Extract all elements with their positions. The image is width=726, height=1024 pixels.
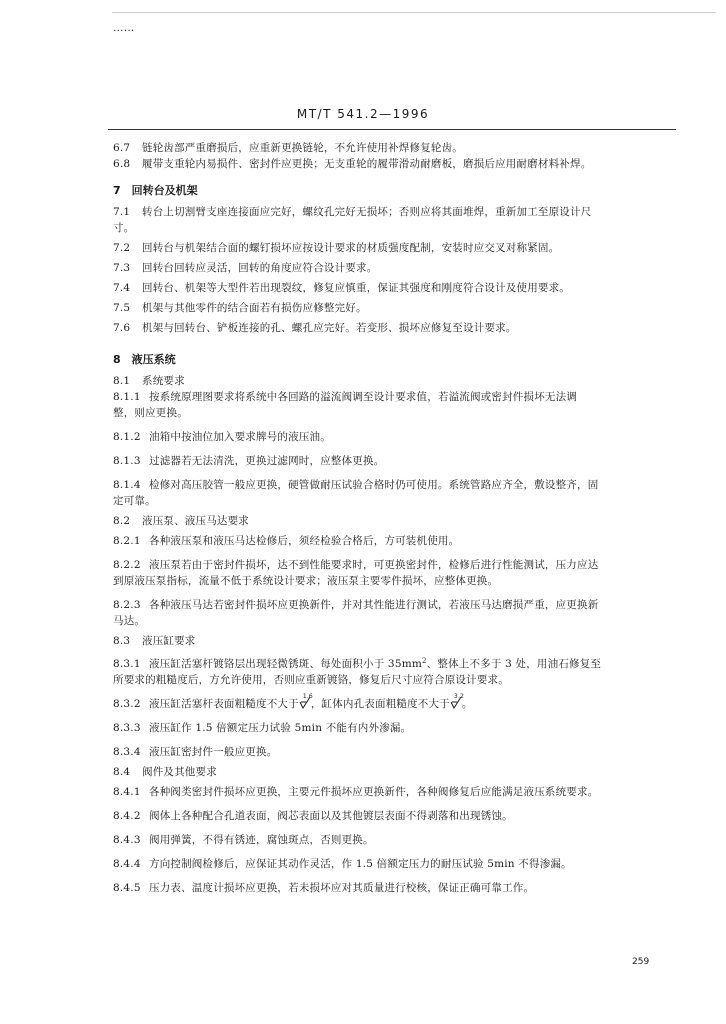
clause-8-3-2 [113,693,673,712]
clause-8-2-2 [113,557,673,573]
clause-number: 8.4 [113,766,131,778]
clause-number: 8.1.3 [113,455,141,467]
clause-text: 回转台回转应灵活，回转的角度应符合设计要求。 [142,262,378,274]
clause-text: 机架与其他零件的结合面若有损伤应修整完好。 [142,302,367,314]
clause-8-2-3-continuation: 马达。 [113,615,146,627]
page-number: 259 [632,957,650,967]
top-fragment-text: …… [113,22,135,34]
clause-number: 8.3.4 [113,746,141,758]
clause-text: 液压缸作 1.5 倍额定压力试验 5min 不能有内外渗漏。 [149,722,412,734]
clause-text: 方向控制阀检修后，应保证其动作灵活，作 1.5 倍额定压力的耐压试验 5min 不得渗漏。 [149,858,572,870]
clause-text: 机架与回转台、铲板连接的孔、螺孔应完好。若变形、损坏应修复至设计要求。 [142,322,517,334]
clause-number: 7.4 [113,282,131,294]
clause-text: 油箱中按油位加入要求牌号的液压油。 [149,431,331,443]
clause-number: 8.4.2 [113,810,141,822]
clause-number: 8.1.4 [113,479,141,491]
clause-number: 6.7 [113,142,131,154]
clause-7-2 [113,240,673,256]
roughness-symbol-icon [299,693,313,709]
clause-8-4-1 [113,784,673,800]
clause-number: 8.4.1 [113,786,141,798]
roughness-value: 1.6 [302,693,313,700]
clause-text: 压力表、温度计损坏应更换，若未损坏应对其质量进行校核，保证正确可靠工作。 [149,882,535,894]
clause-7-1-continuation: 寸。 [113,222,135,234]
clause-text: 各种液压马达若密封件损坏应更换新件，并对其性能进行测试，若液压马达磨损严重，应更换新 [149,599,599,611]
clause-8-4 [113,764,673,780]
page-header-standard-code: MT/T 541.2—1996 [296,107,430,121]
clause-8-3-3 [113,720,673,736]
clause-6-8 [113,156,673,172]
clause-8-1-4 [113,477,673,493]
clause-8-2-1 [113,533,673,549]
clause-8-1-1-continuation: 整，则应更换。 [113,407,188,419]
clause-number: 8.3.1 [113,658,141,670]
clause-text: 检修对高压胶管一般应更换，硬管做耐压试验合格时仍可使用。系统管路应齐全，敷设整齐，固 [149,479,599,491]
roughness-symbol-icon [450,693,465,709]
clause-number: 8.1 [113,375,131,387]
clause-8-2 [113,513,673,529]
clause-text: 阀体上各种配合孔道表面，阀芯表面以及其他镀层表面不得剥落和出现锈蚀。 [149,810,513,822]
section-7-heading: 7 回转台及机架 [113,184,198,197]
clause-8-1 [113,373,673,389]
clause-text: 各种阀类密封件损坏应更换，主要元件损坏应更换新件，各种阀修复后应能满足液压系统要求。 [149,786,599,798]
clause-text-part: 、整体上不多于 3 处，用油石修复至 [426,658,602,670]
clause-text-part: 液压缸活塞杆表面粗糙度不大于 [149,698,299,710]
clause-number: 8.3 [113,635,131,647]
clause-text: 阀用弹簧，不得有锈迹，腐蚀斑点，否则更换。 [149,834,374,846]
document-body [113,140,673,896]
clause-title: 液压缸要求 [142,635,196,647]
clause-number: 8.4.5 [113,882,141,894]
clause-text: 履带支重轮内易损件、密封件应更换；无支重轮的履带滑动耐磨板，磨损后应用耐磨材料补焊。 [142,158,592,170]
clause-number: 6.8 [113,158,131,170]
clause-text: 回转台、机架等大型件若出现裂纹，修复应慎重，保证其强度和刚度符合设计及使用要求。 [142,282,570,294]
clause-8-1-1 [113,389,673,405]
roughness-value: 3.2 [453,693,465,700]
clause-8-1-2 [113,429,673,445]
superscript-2: 2 [422,657,427,665]
clause-number: 7.3 [113,262,131,274]
clause-number: 8.2.3 [113,599,141,611]
clause-8-1-4-continuation: 定可靠。 [113,495,156,507]
clause-8-1-3 [113,453,673,469]
clause-8-3-1 [113,653,673,672]
clause-8-4-2 [113,808,673,824]
section-8-heading: 8 液压系统 [113,353,176,366]
clause-title: 阀件及其他要求 [142,766,217,778]
clause-number: 8.1.1 [113,391,141,403]
clause-text: 液压缸密封件一般应更换。 [149,746,278,758]
clause-text: 链轮齿部严重磨损后，应重新更换链轮，不允许使用补焊修复轮齿。 [142,142,463,154]
clause-text-part: 液压缸活塞杆镀铬层出现轻微锈斑、每处面积小于 35mm [149,658,423,670]
clause-number: 8.4.3 [113,834,141,846]
clause-number: 8.4.4 [113,858,141,870]
clause-text: 按系统原理图要求将系统中各回路的溢流阀调至设计要求值，若溢流阀或密封件损坏无法调 [149,391,577,403]
clause-number: 8.2.1 [113,535,141,547]
clause-number: 7.5 [113,302,131,314]
clause-7-1 [113,204,673,220]
clause-title: 液压泵、液压马达要求 [142,515,249,527]
clause-number: 7.1 [113,206,131,218]
clause-7-6 [113,320,673,336]
clause-number: 7.2 [113,242,131,254]
clause-6-7 [113,140,673,156]
clause-number: 7.6 [113,322,131,334]
clause-number: 8.2.2 [113,559,141,571]
clause-text: 各种液压泵和液压马达检修后，须经检验合格后，方可装机使用。 [149,535,460,547]
clause-text: 转台上切割臂支座连接面应完好，螺纹孔完好无损坏；否则应将其面堆焊，重新加工至原设计尺 [142,206,592,218]
page-top-edge-line [112,12,716,13]
clause-8-3 [113,633,673,649]
clause-8-4-5 [113,880,673,896]
clause-8-4-4 [113,856,673,872]
clause-8-3-1-continuation: 所要求的粗糙度后，方允许使用，否则应重新镀铬，修复后尺寸应符合原设计要求。 [113,674,509,686]
clause-7-4 [113,280,673,296]
clause-number: 8.1.2 [113,431,141,443]
clause-text: 过滤器若无法清洗，更换过滤网时，应整体更换。 [149,455,385,467]
clause-8-2-2-continuation: 到原液压泵指标，流量不低于系统设计要求；液压泵主要零件损坏，应整体更换。 [113,575,499,587]
header-rule [108,129,676,130]
clause-text-part: ，缸体内孔表面粗糙度不大于 [310,698,450,710]
clause-title: 系统要求 [142,375,185,387]
clause-text: 液压泵若由于密封件损坏，达不到性能要求时，可更换密封件，检修后进行性能测试，压力应达 [149,559,599,571]
clause-text-part: 。 [461,698,473,710]
clause-number: 8.3.3 [113,722,141,734]
clause-number: 8.3.2 [113,698,141,710]
clause-8-2-3 [113,597,673,613]
clause-8-3-4 [113,744,673,760]
clause-text: 回转台与机架结合面的螺钉损坏应按设计要求的材质强度配制，安装时应交叉对称紧固。 [142,242,560,254]
clause-7-5 [113,300,673,316]
clause-8-4-3 [113,832,673,848]
clause-7-3 [113,260,673,276]
clause-number: 8.2 [113,515,131,527]
